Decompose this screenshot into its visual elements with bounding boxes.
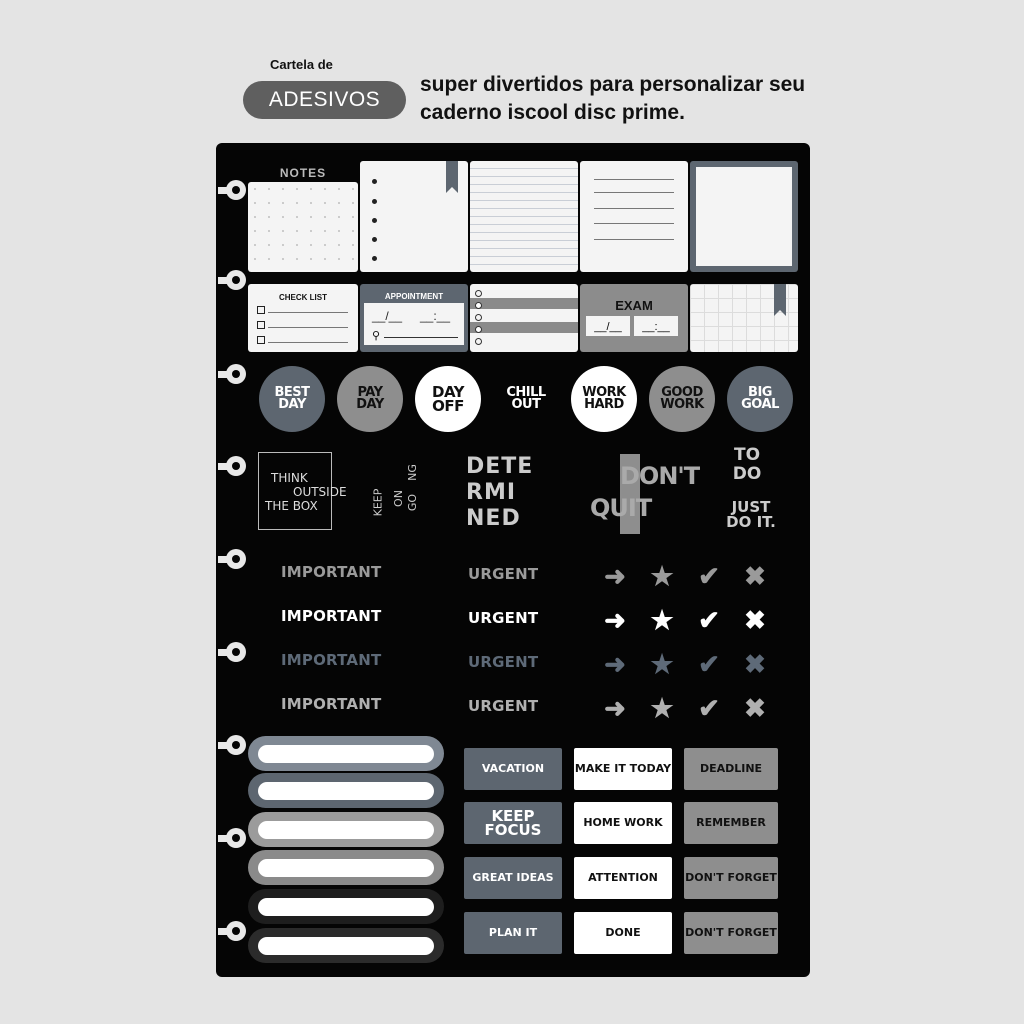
- appointment-sticker: [360, 284, 468, 352]
- circle-sticker-best-day: BEST DAY: [259, 366, 325, 432]
- framed-note-sticker: [690, 161, 798, 272]
- text-tag-sticker: MAKE IT TODAY: [574, 748, 672, 790]
- urgent-label: URGENT: [468, 609, 539, 627]
- exam-date-field: __/__: [586, 316, 630, 336]
- text-tag-sticker: PLAN IT: [464, 912, 562, 954]
- header-small-text: Cartela de: [270, 57, 333, 72]
- ring-icon: [218, 735, 248, 757]
- text-tag-sticker: ATTENTION: [574, 857, 672, 899]
- ring-icon: [218, 270, 248, 292]
- ring-icon: [218, 921, 248, 943]
- circle-sticker-chill-out: CHILL OUT: [506, 385, 546, 412]
- label-pill-sticker: [248, 850, 444, 885]
- check-icon: ✔: [698, 561, 720, 591]
- todo-sticker: TO DO: [732, 445, 762, 484]
- important-label: IMPORTANT: [281, 563, 382, 581]
- urgent-label: URGENT: [468, 653, 539, 671]
- ring-icon: [218, 456, 248, 478]
- star-icon: ★: [650, 693, 674, 723]
- exam-time-field: __:__: [634, 316, 678, 336]
- urgent-label: URGENT: [468, 697, 539, 715]
- location-pin-icon: ⚲: [372, 330, 381, 342]
- dont-quit-sticker: DON'T QUIT: [588, 450, 688, 534]
- text-tag-sticker: GREAT IDEAS: [464, 857, 562, 899]
- exam-sticker: [580, 284, 688, 352]
- star-icon: ★: [650, 561, 674, 591]
- cross-icon: ✖: [744, 649, 766, 679]
- text-tag-sticker: DON'T FORGET: [684, 912, 778, 954]
- checklist-title: CHECK LIST: [279, 293, 327, 302]
- text-tag-sticker: DONE: [574, 912, 672, 954]
- determined-sticker: DETE RMI NED: [466, 454, 534, 531]
- important-label: IMPORTANT: [281, 607, 382, 625]
- star-icon: ★: [650, 605, 674, 635]
- header-pill: ADESIVOS: [243, 81, 406, 119]
- circle-sticker-day-off: DAY OFF: [415, 366, 481, 432]
- cross-icon: ✖: [744, 605, 766, 635]
- check-icon: ✔: [698, 693, 720, 723]
- ring-icon: [218, 642, 248, 664]
- important-label: IMPORTANT: [281, 695, 382, 713]
- notes-title: NOTES: [279, 166, 327, 180]
- appointment-title: APPOINTMENT: [384, 292, 444, 301]
- label-pill-sticker: [248, 928, 444, 963]
- label-pill-sticker: [248, 889, 444, 924]
- ring-icon: [218, 364, 248, 386]
- arrow-icon: ➜: [604, 605, 626, 635]
- date-field: __/__: [372, 309, 403, 323]
- lined-paper-sticker: [580, 161, 688, 272]
- text-tag-sticker: DEADLINE: [684, 748, 778, 790]
- think-outside-box-sticker: THINK OUTSIDE THE BOX: [258, 452, 332, 530]
- cross-icon: ✖: [744, 693, 766, 723]
- text-tag-sticker: HOME WORK: [574, 802, 672, 844]
- exam-title: EXAM: [615, 298, 653, 313]
- header-description: super divertidos para personalizar seu caderno iscool disc prime.: [420, 73, 806, 124]
- label-pill-sticker: [248, 736, 444, 771]
- circle-list-sticker: [470, 284, 578, 352]
- arrow-icon: ➜: [604, 649, 626, 679]
- circle-sticker-good-work: GOOD WORK: [649, 366, 715, 432]
- time-field: __:__: [420, 309, 451, 323]
- urgent-label: URGENT: [468, 565, 539, 583]
- arrow-icon: ➜: [604, 561, 626, 591]
- text-tag-sticker: VACATION: [464, 748, 562, 790]
- keep-going-sticker: KEEP ON GO NG: [371, 464, 420, 517]
- ring-icon: [218, 180, 248, 202]
- ring-icon: [218, 828, 248, 850]
- circle-sticker-pay-day: PAY DAY: [337, 366, 403, 432]
- label-pill-sticker: [248, 773, 444, 808]
- check-icon: ✔: [698, 605, 720, 635]
- text-tag-sticker: KEEP FOCUS: [464, 802, 562, 844]
- label-pill-sticker: [248, 812, 444, 847]
- checklist-sticker: [248, 284, 358, 352]
- notes-sticker: [248, 182, 358, 272]
- circle-sticker-big-goal: BIG GOAL: [727, 366, 793, 432]
- star-icon: ★: [650, 649, 674, 679]
- important-label: IMPORTANT: [281, 651, 382, 669]
- just-do-it-sticker: JUST DO IT.: [726, 498, 776, 531]
- text-tag-sticker: REMEMBER: [684, 802, 778, 844]
- arrow-icon: ➜: [604, 693, 626, 723]
- ruled-paper-sticker: [470, 161, 578, 272]
- grid-note-sticker: [690, 284, 798, 352]
- text-tag-sticker: DON'T FORGET: [684, 857, 778, 899]
- bullet-list-sticker: [360, 161, 468, 272]
- cross-icon: ✖: [744, 561, 766, 591]
- check-icon: ✔: [698, 649, 720, 679]
- circle-sticker-work-hard: WORK HARD: [571, 366, 637, 432]
- ring-icon: [218, 549, 248, 571]
